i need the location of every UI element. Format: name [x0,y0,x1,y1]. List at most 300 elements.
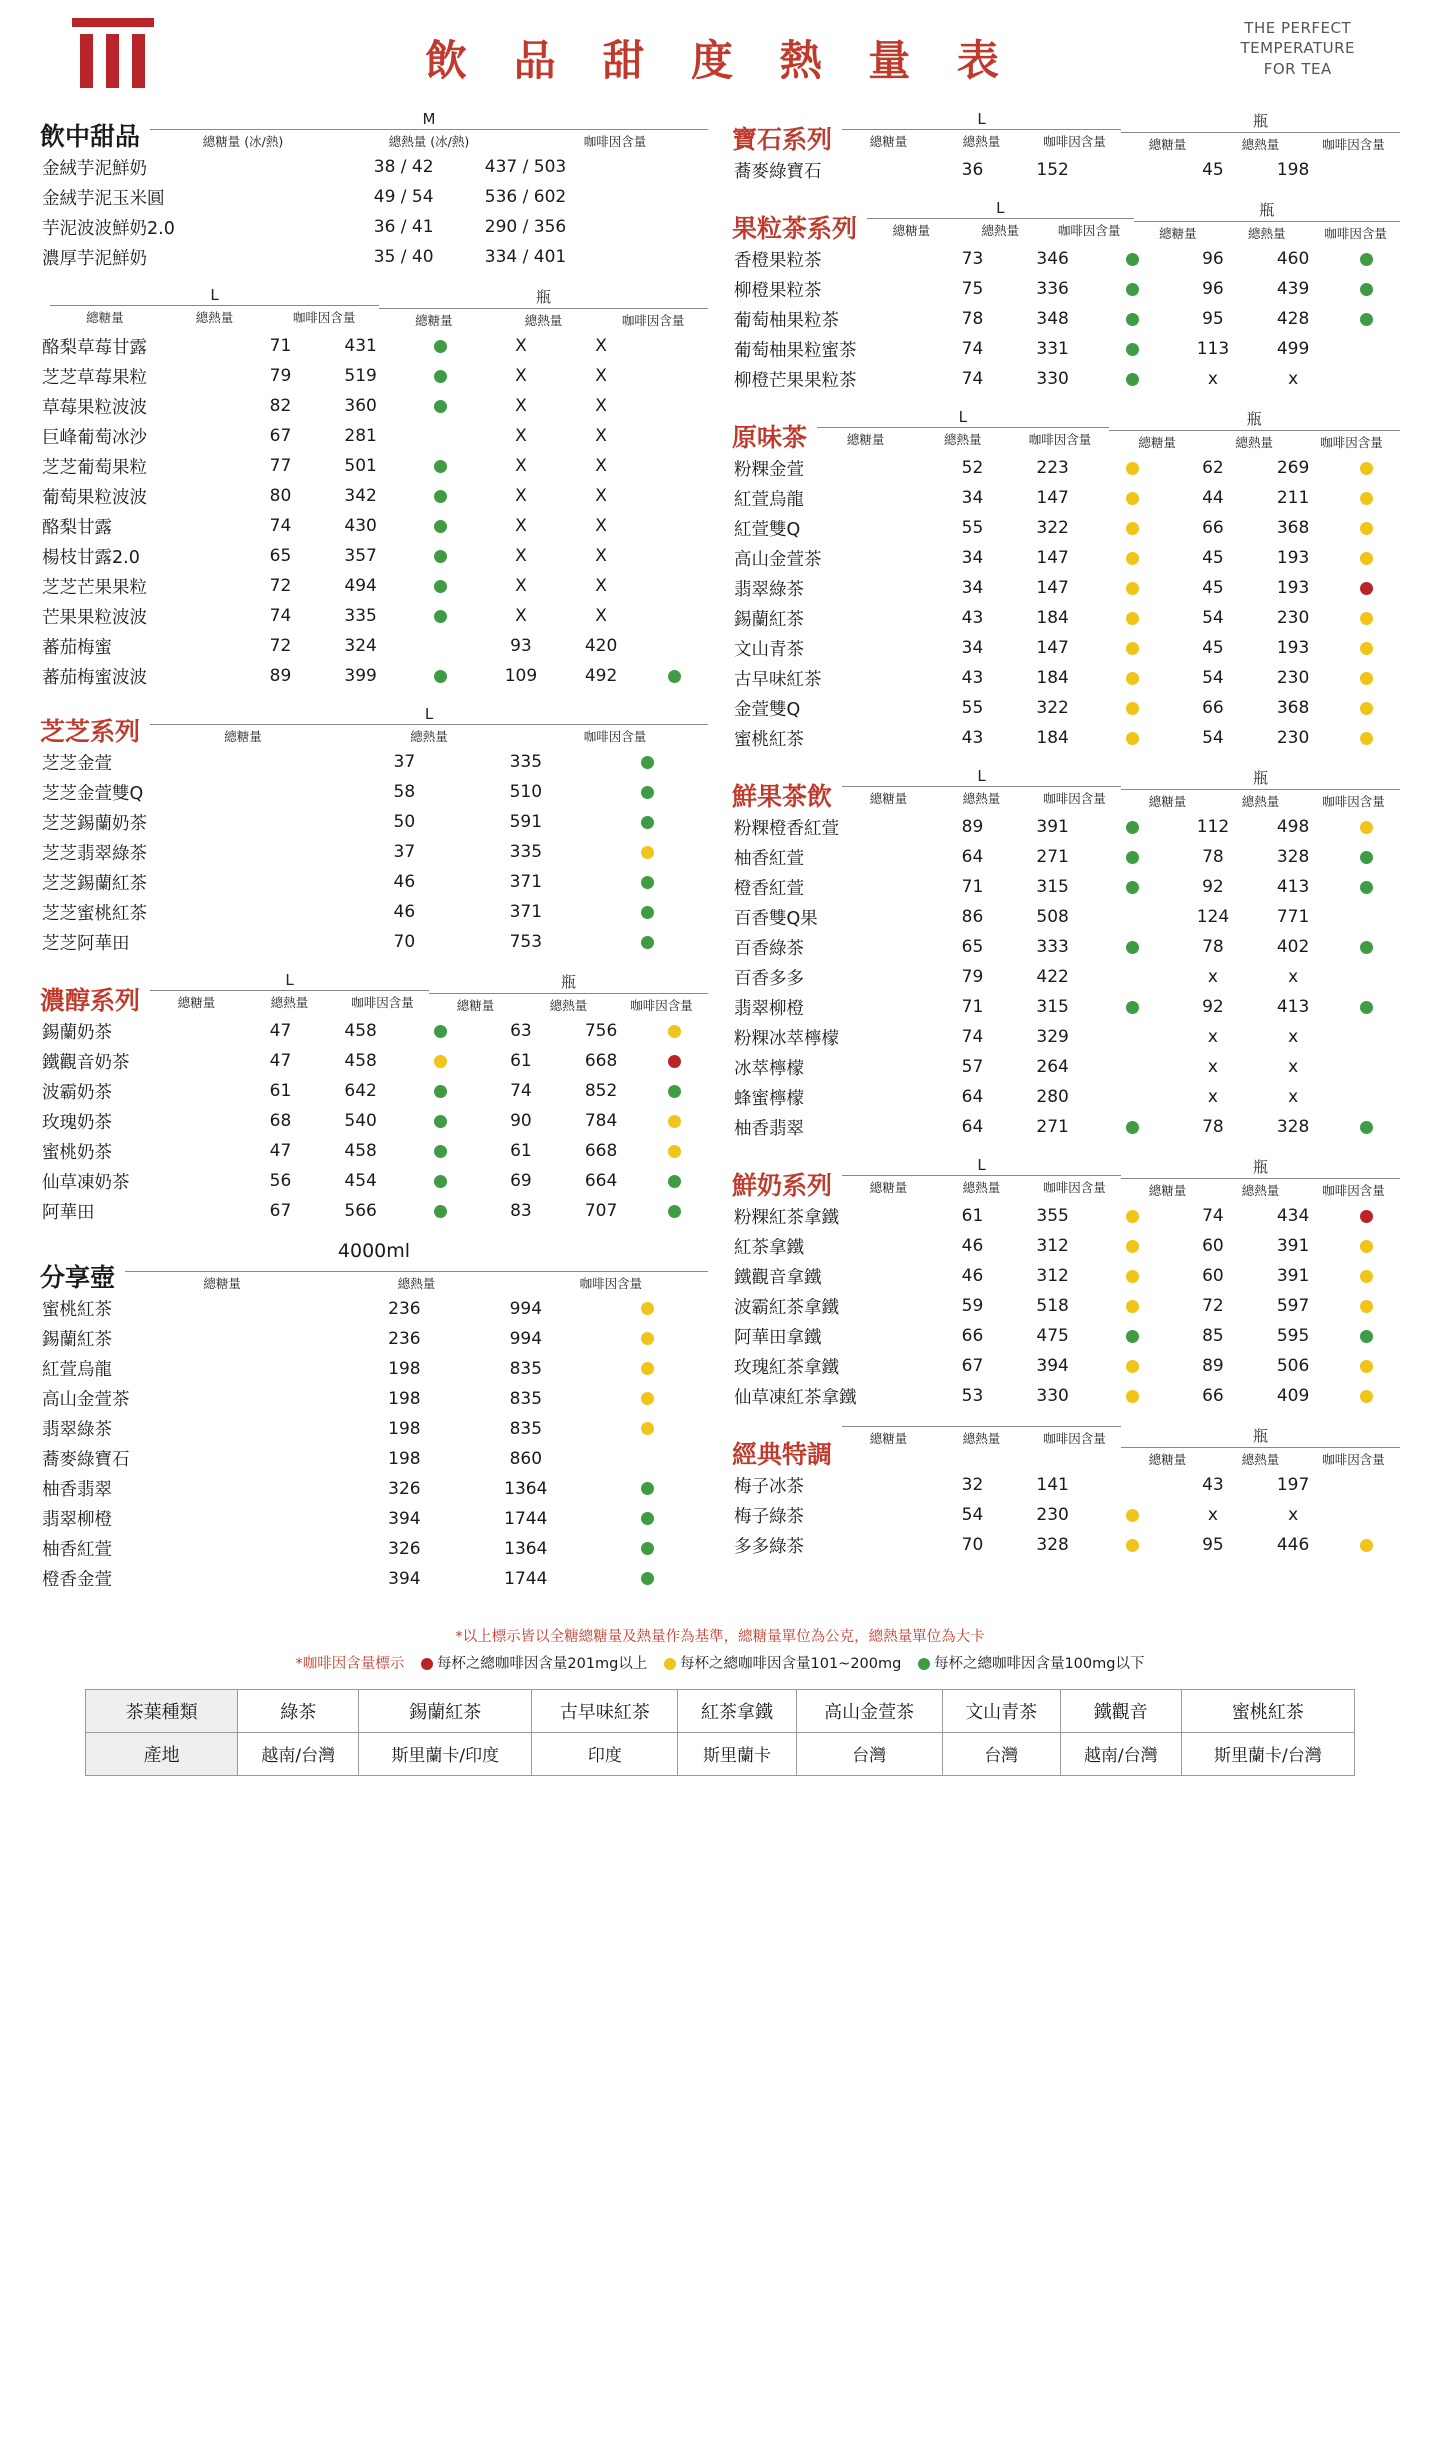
drink-name: 古早味紅茶 [734,669,822,690]
caffeine-dot-green [641,786,654,799]
section-group [40,286,708,691]
caffeine-indicator [587,1504,708,1534]
tea-type-cell: 古早味紅茶 [532,1689,678,1732]
value-cell: x [1207,1505,1218,1525]
column-label: 總熱量 [962,134,1001,149]
value-cell: 78 [1202,937,1224,957]
table-row [40,807,708,837]
section-data-table [40,152,708,272]
caffeine-indicator [1093,1291,1173,1321]
caffeine-dot-green [1126,1001,1139,1014]
caffeine-indicator [587,807,708,837]
value-cell: 335 [509,752,543,772]
caffeine-dot-yellow [1360,732,1373,745]
value-cell: 36 [961,160,984,180]
section-column-headers [842,767,1400,810]
left-column [40,110,708,1608]
caffeine-dot-green [1360,851,1373,864]
column-labels [50,308,379,326]
value-cell: 409 [1276,1386,1310,1406]
caffeine-indicator [587,1294,708,1324]
value-cell: 47 [269,1051,292,1071]
value-cell: 62 [1202,458,1224,478]
caffeine-dot-green [1126,1121,1139,1134]
value-cell: 271 [1036,847,1069,867]
value-cell: 96 [1202,249,1224,269]
table-row [732,1381,1400,1411]
caffeine-indicator [1333,1470,1400,1500]
table-row [40,631,708,661]
value-cell: 540 [344,1111,377,1131]
caffeine-dot-green [641,1572,654,1585]
column-labels [429,996,708,1014]
table-row [732,633,1400,663]
column-label: 總糖量 [86,310,124,325]
section-header [40,286,708,329]
caffeine-dot-yellow [1360,642,1373,655]
value-cell: 75 [961,279,984,299]
value-cell: 198 [388,1448,421,1469]
table-row [732,364,1400,394]
caffeine-dot-green [1126,373,1139,386]
value-cell: 74 [269,516,292,536]
caffeine-dot-yellow [1126,702,1139,715]
value-cell: 54 [1202,668,1224,688]
column-label: 咖啡因含量 [1322,1452,1385,1467]
table-row [40,152,708,182]
caffeine-dot-green [1126,881,1139,894]
drink-name: 仙草凍紅茶拿鐵 [734,1387,857,1408]
value-cell: 329 [1036,1027,1069,1047]
tea-origin-cell: 台灣 [796,1732,942,1775]
size-label: 瓶 [1134,199,1401,222]
value-cell: 428 [1276,309,1310,329]
origin-row-label: 產地 [86,1732,238,1775]
value-cell: 147 [1036,638,1069,658]
caffeine-indicator [1333,1351,1400,1381]
caffeine-dot-yellow [641,846,654,859]
caffeine-indicator [587,1384,708,1414]
value-cell: 330 [1036,1386,1069,1406]
value-cell: 60 [1202,1266,1224,1286]
drink-name: 阿華田 [42,1202,95,1223]
value-cell: 312 [1036,1236,1069,1256]
column-group [429,971,708,1014]
caffeine-dot-yellow [1126,492,1139,505]
table-row [732,932,1400,962]
value-cell: 835 [509,1418,543,1439]
caffeine-indicator [587,1474,708,1504]
table-row [40,1444,708,1474]
caffeine-indicator [1093,304,1173,334]
value-cell: 45 [1202,160,1224,180]
column-label: 總熱量 [1241,1183,1280,1198]
caffeine-indicator [1333,543,1400,573]
column-label: 咖啡因含量 [1043,134,1106,149]
caffeine-indicator [1093,633,1173,663]
column-label: 總熱量 [1241,1452,1280,1467]
drink-name: 酪梨甘露 [42,517,112,538]
column-label: 總熱量 [962,791,1001,806]
table-row [40,1324,708,1354]
drink-name: 錫蘭奶茶 [42,1022,112,1043]
caffeine-indicator [1093,812,1173,842]
value-cell: 334 / 401 [484,247,567,267]
caffeine-dot-green [434,400,447,413]
drink-name: 玫瑰紅茶拿鐵 [734,1357,839,1378]
table-row [732,274,1400,304]
caffeine-indicator [1333,603,1400,633]
value-cell: X [515,606,527,626]
column-labels [150,132,708,150]
drink-name: 柳橙芒果果粒茶 [734,370,857,391]
caffeine-indicator [1333,304,1400,334]
value-cell: 61 [510,1141,532,1161]
caffeine-indicator [1333,1082,1400,1112]
column-label: 總糖量 [869,1431,908,1446]
column-group [842,1156,1121,1199]
section-header [40,1264,708,1292]
caffeine-indicator [401,361,481,391]
tea-type-cell: 紅茶拿鐵 [678,1689,796,1732]
column-label: 總糖量 [869,791,908,806]
value-cell: X [515,336,527,356]
value-cell: 860 [509,1448,543,1469]
value-cell: x [1288,967,1299,987]
caffeine-indicator [401,1106,481,1136]
value-cell: X [595,576,607,596]
value-cell: 413 [1276,997,1310,1017]
caffeine-dot-green [434,490,447,503]
value-cell: 756 [584,1021,618,1041]
column-label: 總糖量 [846,432,885,447]
value-cell: 46 [393,872,416,892]
value-cell: 335 [344,606,377,626]
column-label: 咖啡因含量 [1043,1180,1106,1195]
column-group [150,971,429,1014]
section-濃醇系列 [40,971,708,1226]
drink-name: 蜂蜜檸檬 [734,1088,804,1109]
column-group [1121,767,1400,810]
drink-name: 芝芝金萱雙Q [42,783,144,804]
value-cell: X [595,396,607,416]
table-row [732,872,1400,902]
value-cell: 360 [344,396,377,416]
column-label: 總熱量 [549,998,588,1013]
value-cell: 38 / 42 [373,157,434,177]
value-cell: x [1288,1505,1299,1525]
value-cell: 591 [509,812,543,832]
table-row [732,723,1400,753]
value-cell: 46 [961,1266,984,1286]
value-cell: 64 [961,1117,984,1137]
column-labels [842,1429,1121,1447]
table-row [40,1016,708,1046]
legend-text-red: 每杯之總咖啡因含量201mg以上 [436,1656,648,1673]
caffeine-dot-green [1126,941,1139,954]
column-label: 咖啡因含量 [583,134,647,149]
size-label: 瓶 [1121,1425,1400,1448]
tea-type-cell: 綠茶 [238,1689,359,1732]
value-cell: 236 [388,1328,421,1349]
column-label: 咖啡因含量 [1028,432,1092,447]
column-label: 總熱量 [524,313,563,328]
value-cell: 335 [509,842,543,862]
table-row [40,451,708,481]
value-cell: 43 [961,668,984,688]
drink-name: 草莓果粒波波 [42,397,147,418]
value-cell: 498 [1276,817,1310,837]
caffeine-indicator [1333,723,1400,753]
page-title: 飲 品 甜 度 熱 量 表 [425,36,1015,85]
drink-name: 芝芝錫蘭奶茶 [42,813,147,834]
value-cell: x [1288,1027,1299,1047]
section-title: 鮮奶系列 [732,1170,833,1200]
size-label: L [817,408,1109,428]
right-column [732,110,1400,1608]
poster-header [30,0,1410,110]
value-cell: 271 [1036,1117,1069,1137]
caffeine-dot-green [434,1145,447,1158]
value-cell: 56 [269,1171,292,1191]
value-cell: 70 [961,1535,984,1555]
value-cell: 152 [1036,160,1069,180]
caffeine-indicator [641,1136,708,1166]
origin-header-row [86,1689,1355,1732]
value-cell: 519 [344,366,377,386]
value-cell: 50 [393,812,416,832]
caffeine-indicator [1333,513,1400,543]
value-cell: 90 [510,1111,532,1131]
value-cell: 73 [961,249,984,269]
value-cell: 92 [1202,877,1224,897]
column-label: 總糖量 [1138,435,1176,450]
table-row [40,927,708,957]
section-data-table [40,747,708,957]
value-cell: 36 / 41 [373,217,434,237]
value-cell: 399 [344,666,377,686]
column-label: 總糖量 [1148,794,1187,809]
caffeine-dot-yellow [1360,462,1373,475]
caffeine-indicator [401,1016,481,1046]
column-label: 總糖量 [1148,1452,1187,1467]
value-cell: 184 [1036,728,1069,748]
caffeine-indicator [1093,1261,1173,1291]
caffeine-indicator [1333,663,1400,693]
section-title: 寶石系列 [732,124,833,154]
caffeine-dot-green [434,1175,447,1188]
size-label [842,1425,1121,1427]
caffeine-dot-green [1360,253,1373,266]
caffeine-indicator [401,1166,481,1196]
section-title: 分享壺 [40,1263,116,1292]
caffeine-indicator [401,451,481,481]
table-row [732,483,1400,513]
table-row [40,571,708,601]
caffeine-dot-yellow [1126,732,1139,745]
drink-name: 芝芝阿華田 [42,933,130,954]
value-cell: 230 [1276,668,1310,688]
table-row [40,212,708,242]
caffeine-dot-yellow [1126,612,1139,625]
value-cell: 331 [1036,339,1069,359]
caffeine-indicator [1333,1500,1400,1530]
value-cell: 113 [1196,339,1230,359]
caffeine-indicator [401,1136,481,1166]
drink-name: 芝芝草莓果粒 [42,367,147,388]
value-cell: 642 [344,1081,377,1101]
size-label: L [150,705,708,725]
drink-name: 芒果果粒波波 [42,607,147,628]
value-cell: 290 / 356 [484,217,567,237]
column-label: 總糖量 [869,134,908,149]
value-cell: 454 [344,1171,377,1191]
value-cell: 391 [1036,817,1069,837]
caffeine-dot-green [434,610,447,623]
caffeine-indicator [587,1324,708,1354]
value-cell: 54 [961,1505,984,1525]
drink-name: 翡翠綠茶 [42,1420,112,1440]
caffeine-indicator [401,571,481,601]
caffeine-indicator [1093,1351,1173,1381]
column-group [842,110,1121,153]
column-group [1134,199,1401,242]
table-row [40,1384,708,1414]
column-labels [1121,792,1400,810]
section-title: 芝芝系列 [40,716,141,746]
section-column-headers [842,1425,1400,1468]
column-label: 咖啡因含量 [1322,137,1385,152]
value-cell: 315 [1036,997,1069,1017]
column-label: 咖啡因含量 [1324,226,1387,241]
value-cell: 65 [961,937,984,957]
caffeine-dot-red [1360,582,1373,595]
value-cell: 66 [1202,518,1224,538]
caffeine-dot-yellow [641,1422,654,1435]
drink-name: 芝芝蜜桃紅茶 [42,903,147,924]
value-cell [587,182,708,212]
caffeine-indicator [401,661,481,691]
caffeine-dot-green [668,670,681,683]
drink-name: 紅萱烏龍 [734,489,804,510]
value-cell: 753 [509,932,543,952]
value-cell: 430 [344,516,377,536]
tea-origin-cell: 斯里蘭卡 [678,1732,796,1775]
footnote-basis: *以上標示皆以全糖總糖量及熱量作為基準，總糖量單位為公克，總熱量單位為大卡 [455,1628,985,1645]
value-cell: 458 [344,1021,377,1041]
value-cell: X [515,516,527,536]
value-cell: 66 [1202,1386,1224,1406]
caffeine-dot-green [1126,851,1139,864]
value-cell: 32 [961,1475,984,1495]
drink-name: 紅萱雙Q [734,519,801,540]
caffeine-indicator [641,1106,708,1136]
value-cell: 324 [344,636,377,656]
value-cell: x [1207,1057,1218,1077]
value-cell: 852 [584,1081,618,1101]
value-cell: 439 [1276,279,1310,299]
legend-text-green: 每杯之總咖啡因含量100mg以下 [933,1656,1145,1673]
value-cell: X [515,546,527,566]
drink-name: 酪梨草莓甘露 [42,337,147,358]
size-label: 瓶 [1121,767,1400,790]
caffeine-dot-yellow [1126,582,1139,595]
caffeine-dot-green [641,876,654,889]
column-labels [1134,224,1401,242]
caffeine-indicator [1333,1261,1400,1291]
value-cell: 124 [1196,907,1230,927]
caffeine-indicator [1333,155,1400,185]
column-labels [150,993,429,1011]
value-cell: 518 [1036,1296,1069,1316]
value-cell: 328 [1276,1117,1310,1137]
column-label: 咖啡因含量 [1320,435,1383,450]
value-cell: 95 [1202,1535,1224,1555]
value-cell: X [515,486,527,506]
value-cell: 193 [1276,638,1310,658]
section-title: 飲中甜品 [40,121,141,151]
caffeine-indicator [641,1076,708,1106]
caffeine-indicator [641,661,708,691]
value-cell: 460 [1276,249,1310,269]
caffeine-dot-yellow [1360,702,1373,715]
value-cell: 458 [344,1051,377,1071]
drink-name: 巨峰葡萄冰沙 [42,427,147,448]
milksha-logo-icon [70,14,156,92]
table-row [40,777,708,807]
section-header [732,199,1400,242]
column-label: 總熱量 [981,223,1020,238]
caffeine-indicator [1093,513,1173,543]
caffeine-indicator [1093,483,1173,513]
value-cell: 326 [388,1538,421,1559]
value-cell: 499 [1276,339,1310,359]
caffeine-dot-yellow [1360,821,1373,834]
column-label: 總糖量 (冰/熱) [202,134,284,149]
value-cell: 89 [269,666,292,686]
section-column-headers [150,110,708,150]
caffeine-indicator [1093,1022,1173,1052]
caffeine-dot-green [641,816,654,829]
table-row [732,1112,1400,1142]
value-cell: 475 [1036,1326,1069,1346]
value-cell: 71 [961,877,984,897]
value-cell: 368 [1276,698,1310,718]
value-cell: 394 [388,1508,421,1529]
table-row [732,1052,1400,1082]
value-cell: 45 [1202,638,1224,658]
size-label: 瓶 [1109,408,1401,431]
value-cell: 230 [1276,728,1310,748]
value-cell: 1744 [504,1568,548,1589]
section-果粒茶系列 [732,199,1400,394]
caffeine-dot-yellow [434,1055,447,1068]
value-cell: 492 [584,666,618,686]
caffeine-dot-green [1126,821,1139,834]
value-cell: X [515,366,527,386]
caffeine-indicator [1333,633,1400,663]
legend-dot-red [421,1658,433,1670]
legend-text-yellow: 每杯之總咖啡因含量101~200mg [680,1656,902,1673]
value-cell: 59 [961,1296,984,1316]
value-cell: 348 [1036,309,1069,329]
section-分享壺 [40,1240,708,1594]
size-label: 瓶 [1121,110,1400,133]
table-row [40,1294,708,1324]
footnotes [30,1624,1410,1679]
value-cell: 223 [1036,458,1069,478]
caffeine-indicator [1333,1291,1400,1321]
